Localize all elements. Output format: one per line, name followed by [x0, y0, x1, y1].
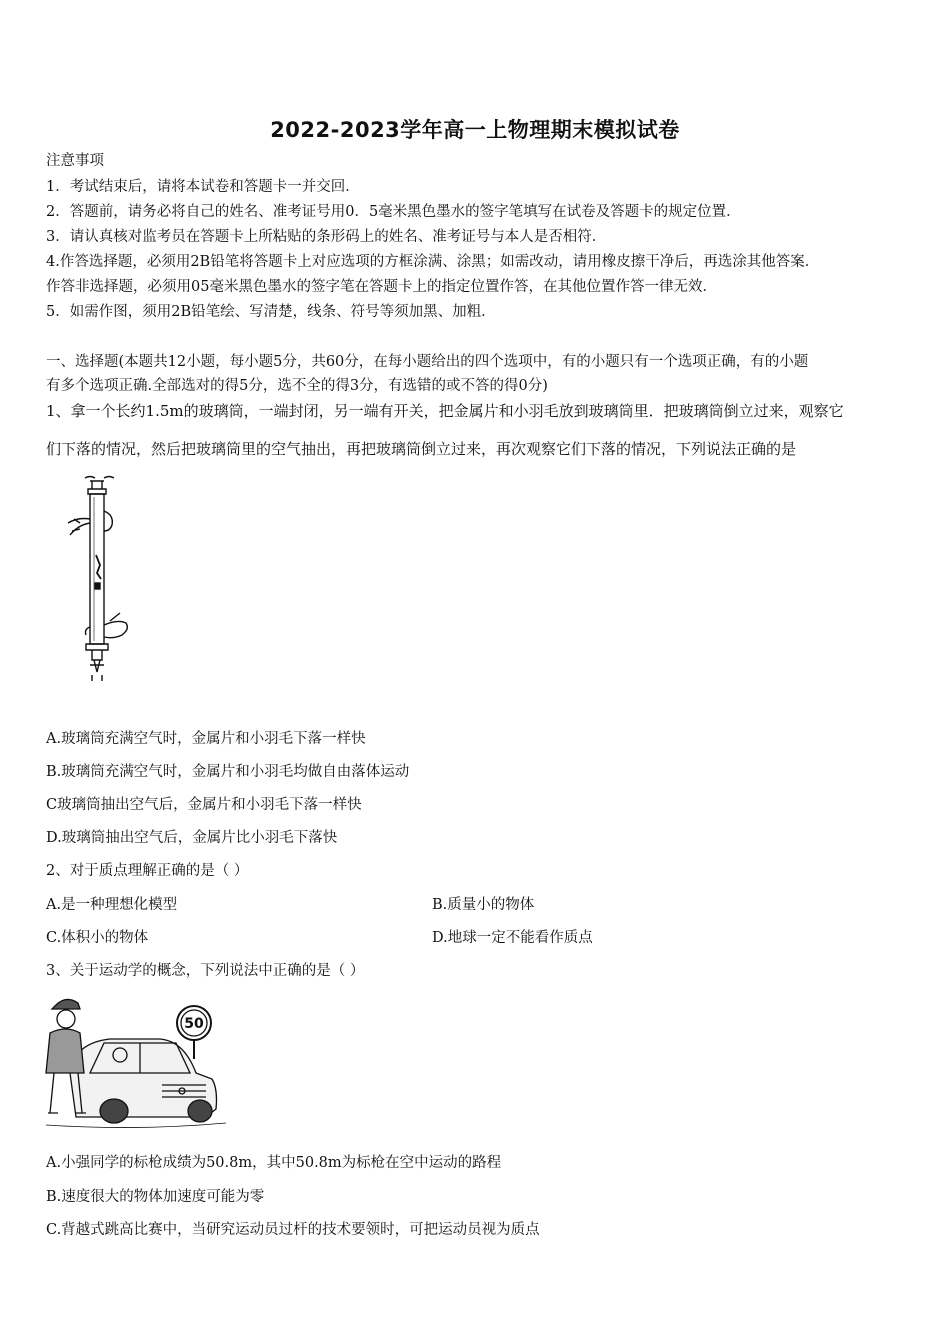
q1-option-a: A.玻璃筒充满空气时，金属片和小羽毛下落一样快 — [46, 731, 366, 747]
q2-stem: 2、对于质点理解正确的是（ ） — [46, 863, 249, 879]
glass-tube-figure — [60, 475, 135, 685]
notice-item-4: 4.作答选择题，必须用2B铅笔将答题卡上对应选项的方框涂满、涂黑；如需改动，请用橡皮擦干净后，再选涂其他答案． — [46, 254, 820, 270]
section-intro-line-1: 一、选择题(本题共12小题，每小题5分，共60分，在每小题给出的四个选项中，有的小题只有一个选项正确，有的小题 — [46, 354, 809, 370]
q1-option-d: D.玻璃筒抽出空气后，金属片比小羽毛下落快 — [46, 830, 338, 846]
q2-option-d: D.地球一定不能看作质点 — [432, 930, 593, 946]
notice-item-4-cont: 作答非选择题，必须用05毫米黑色墨水的签字笔在答题卡上的指定位置作答，在其他位置作答一律无效． — [46, 279, 717, 295]
car-police-figure — [42, 993, 232, 1143]
q1-option-b: B.玻璃筒充满空气时，金属片和小羽毛均做自由落体运动 — [46, 764, 410, 780]
q3-option-b: B.速度很大的物体加速度可能为零 — [46, 1189, 265, 1205]
q3-stem: 3、关于运动学的概念，下列说法中正确的是（ ） — [46, 963, 365, 979]
q1-stem-line-2: 们下落的情况，然后把玻璃筒里的空气抽出，再把玻璃筒倒立过来，再次观察它们下落的情况，下列说法正确的是 — [46, 440, 797, 458]
q1-option-c: C玻璃筒抽出空气后，金属片和小羽毛下落一样快 — [46, 797, 362, 813]
q2-option-c: C.体积小的物体 — [46, 930, 149, 946]
notice-item-2: 2．答题前，请务必将自己的姓名、准考证号用0．5毫米黑色墨水的签字笔填写在试卷及答题卡的规定位置． — [46, 204, 741, 220]
notice-item-5: 5．如需作图，须用2B铅笔绘、写清楚，线条、符号等须加黑、加粗． — [46, 304, 496, 320]
q2-option-a: A.是一种理想化模型 — [46, 897, 178, 913]
q3-option-a: A.小强同学的标枪成绩为50.8m，其中50.8m为标枪在空中运动的路程 — [46, 1155, 502, 1171]
q3-option-c: C.背越式跳高比赛中，当研究运动员过杆的技术要领时，可把运动员视为质点 — [46, 1222, 540, 1238]
q2-option-b: B.质量小的物体 — [432, 897, 535, 913]
section-intro-line-2: 有多个选项正确.全部选对的得5分，选不全的得3分，有选错的或不答的得0分) — [46, 378, 548, 394]
notice-item-3: 3．请认真核对监考员在答题卡上所粘贴的条形码上的姓名、准考证号与本人是否相符． — [46, 229, 607, 245]
notice-heading: 注意事项 — [46, 153, 104, 169]
notice-item-1: 1．考试结束后，请将本试卷和答题卡一并交回． — [46, 179, 360, 195]
exam-title: 2022-2023学年高一上物理期末模拟试卷 — [270, 118, 680, 142]
speed-sign-text: 50 — [184, 1016, 204, 1032]
q1-stem-line-1: 1、拿一个长约1.5m的玻璃筒，一端封闭，另一端有开关，把金属片和小羽毛放到玻璃筒里．把玻璃筒倒立过来，观察它 — [46, 402, 844, 420]
